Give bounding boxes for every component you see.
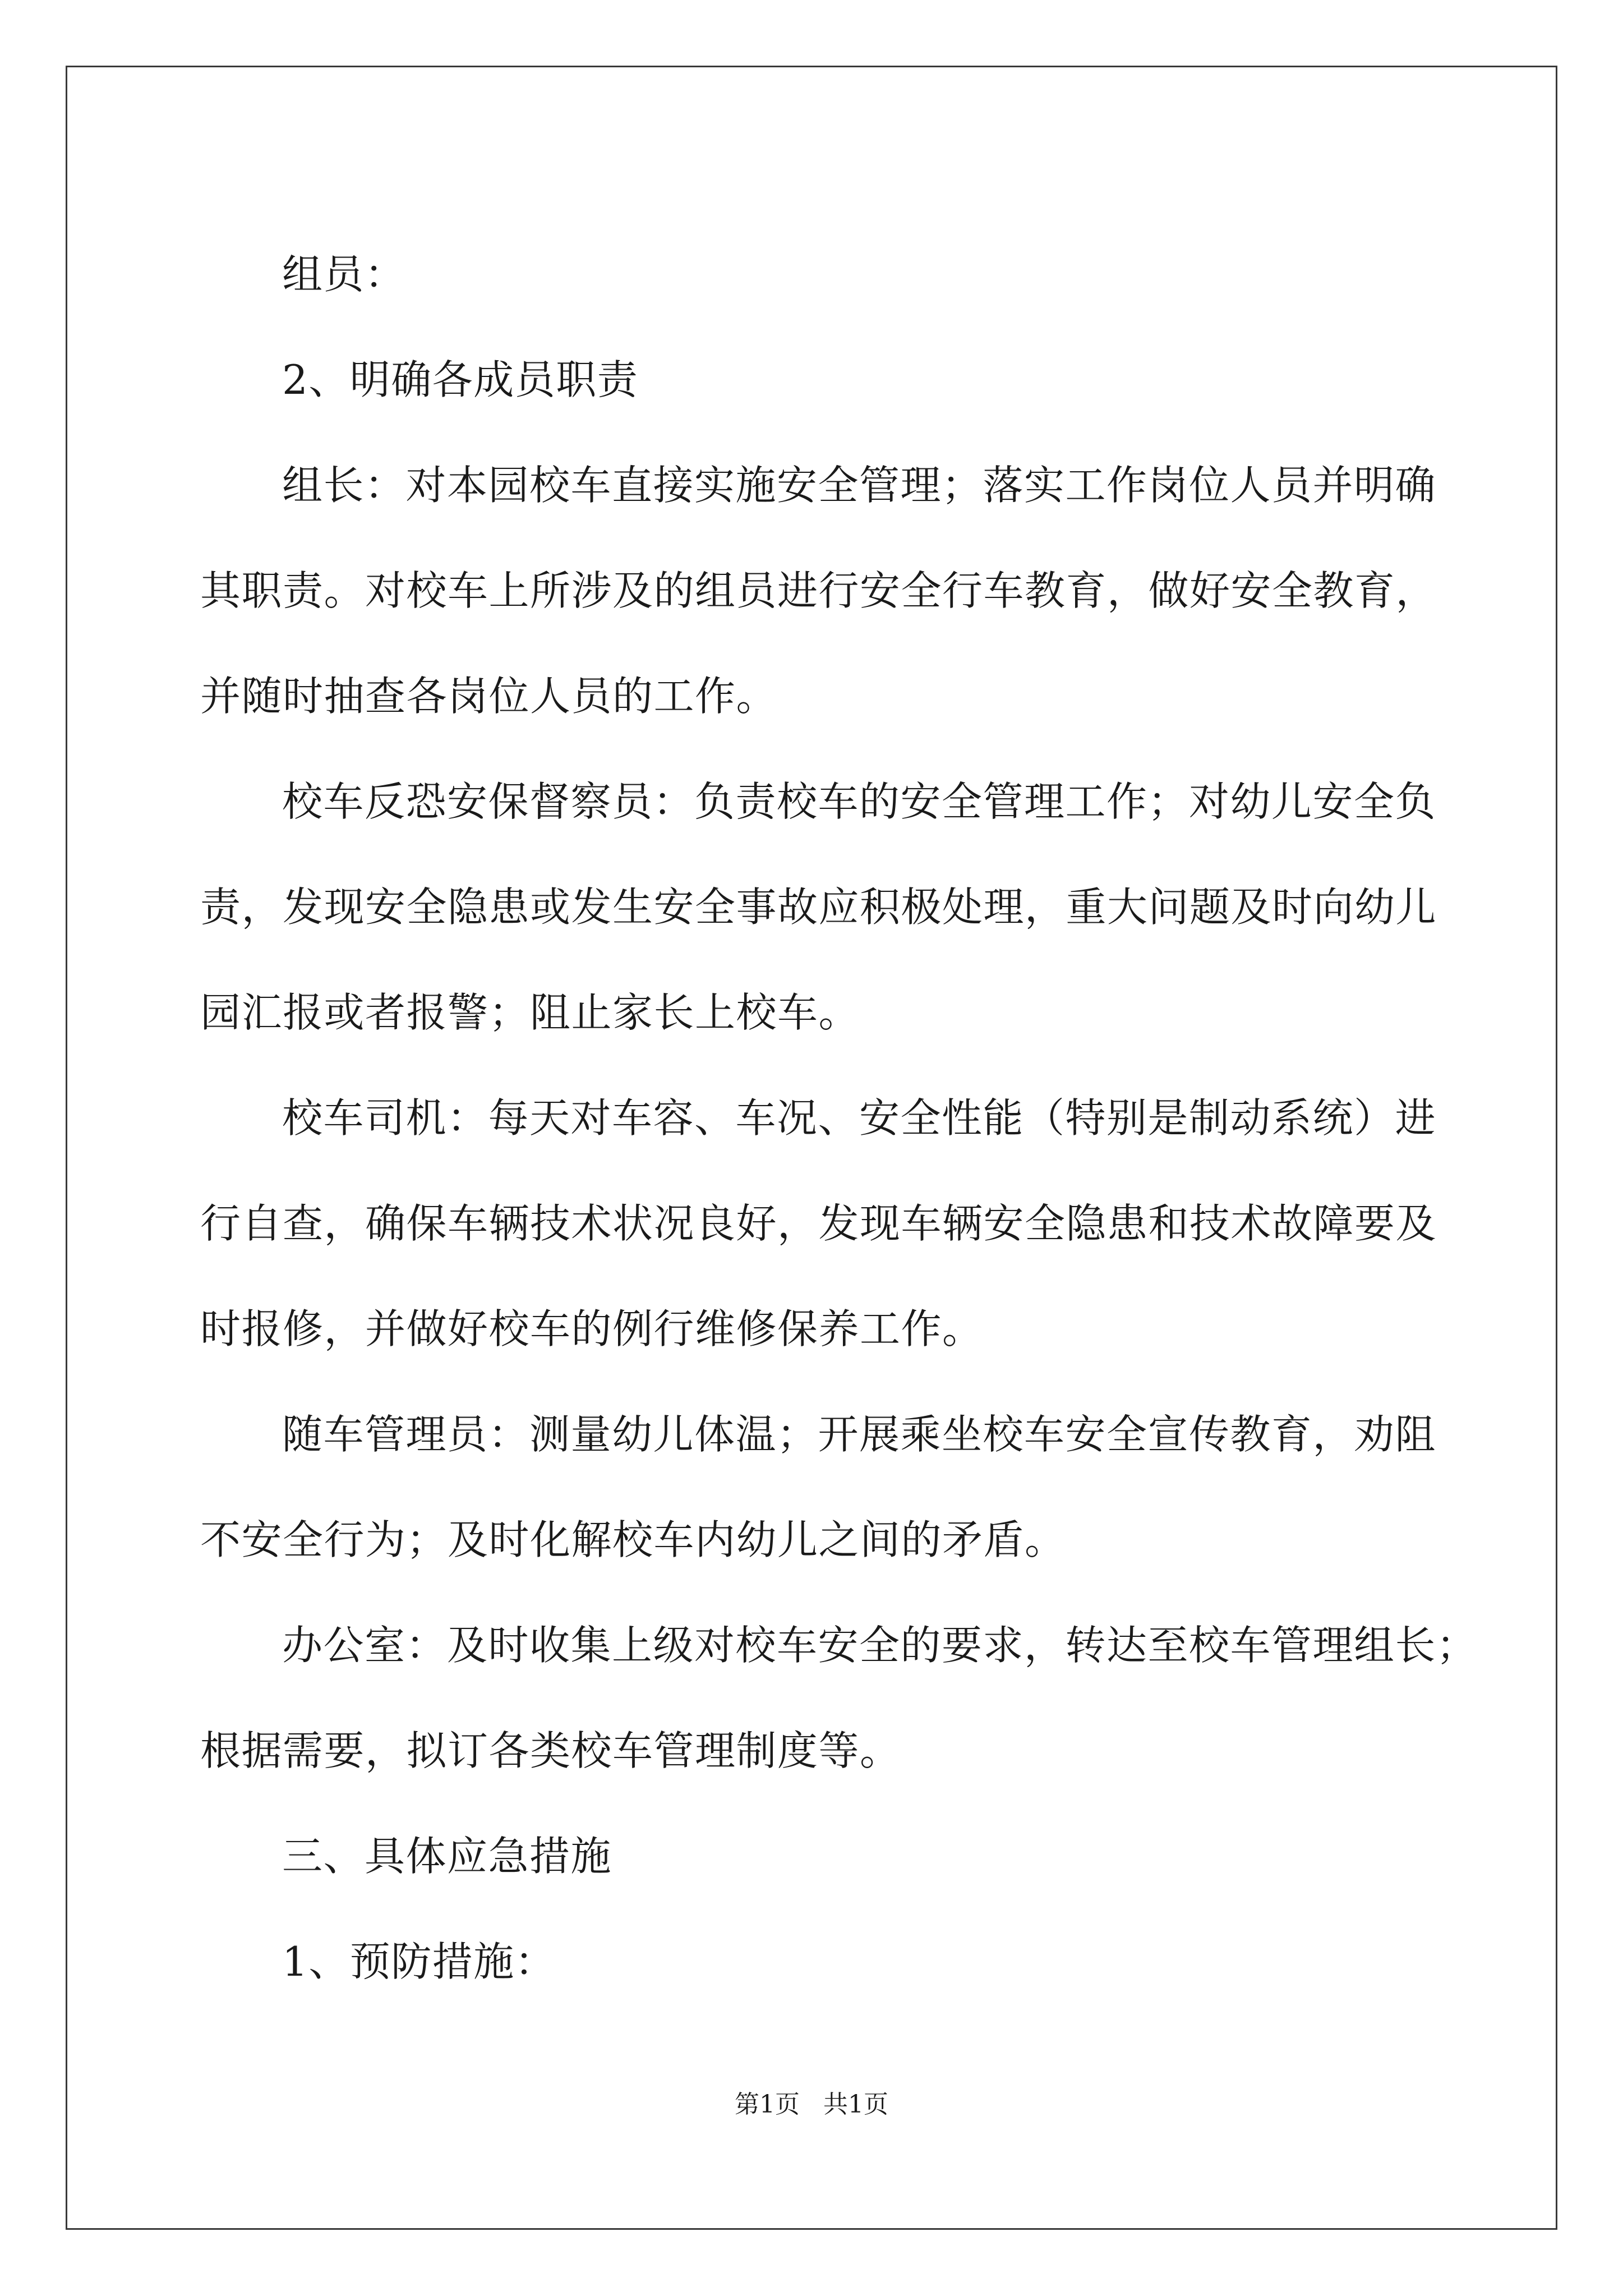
text-line: 办公室：及时收集上级对校车安全的要求，转达至校车管理组长；	[282, 1622, 1478, 1669]
text-line: 2、明确各成员职责	[282, 356, 639, 403]
document-body	[200, 222, 1478, 2014]
text-line: 时报修，并做好校车的例行维修保养工作。	[200, 1305, 984, 1352]
text-line: 行自查，确保车辆技术状况良好，发现车辆安全隐患和技术故障要及	[200, 1200, 1437, 1247]
paragraph-prevention	[200, 1909, 1434, 2014]
text-line: 并随时抽查各岗位人员的工作。	[200, 673, 778, 720]
paragraph-duties-heading	[200, 327, 1434, 432]
paragraph-members	[200, 222, 1434, 327]
paragraph-leader	[200, 432, 1437, 749]
text-line: 1、预防措施：	[282, 1938, 556, 1985]
text-line: 随车管理员：测量幼儿体温；开展乘坐校车安全宣传教育，劝阻	[282, 1411, 1437, 1458]
text-line: 组长：对本园校车直接实施安全管理；落实工作岗位人员并明确	[282, 462, 1437, 509]
paragraph-office	[200, 1593, 1478, 1803]
text-line: 园汇报或者报警；阻止家长上校车。	[200, 989, 860, 1036]
text-line: 校车司机：每天对车容、车况、安全性能（特别是制动系统）进	[282, 1094, 1437, 1142]
text-line: 其职责。对校车上所涉及的组员进行安全行车教育，做好安全教育，	[200, 567, 1437, 614]
paragraph-section-three	[200, 1803, 1434, 1909]
paragraph-supervisor	[200, 749, 1437, 1065]
page-total: 共1页	[823, 2090, 888, 2119]
page-number: 第1页	[735, 2090, 800, 2119]
text-line: 三、具体应急措施	[282, 1833, 612, 1880]
paragraph-attendant	[200, 1382, 1437, 1593]
paragraph-driver	[200, 1065, 1437, 1382]
text-line: 校车反恐安保督察员：负责校车的安全管理工作；对幼儿安全负	[282, 778, 1437, 825]
text-line: 责，发现安全隐患或发生安全事故应积极处理，重大问题及时向幼儿	[200, 884, 1437, 931]
text-line: 不安全行为；及时化解校车内幼儿之间的矛盾。	[200, 1516, 1066, 1563]
page-footer	[0, 2088, 1623, 2122]
text-line: 组员：	[282, 251, 406, 298]
text-line: 根据需要，拟订各类校车管理制度等。	[200, 1727, 901, 1774]
